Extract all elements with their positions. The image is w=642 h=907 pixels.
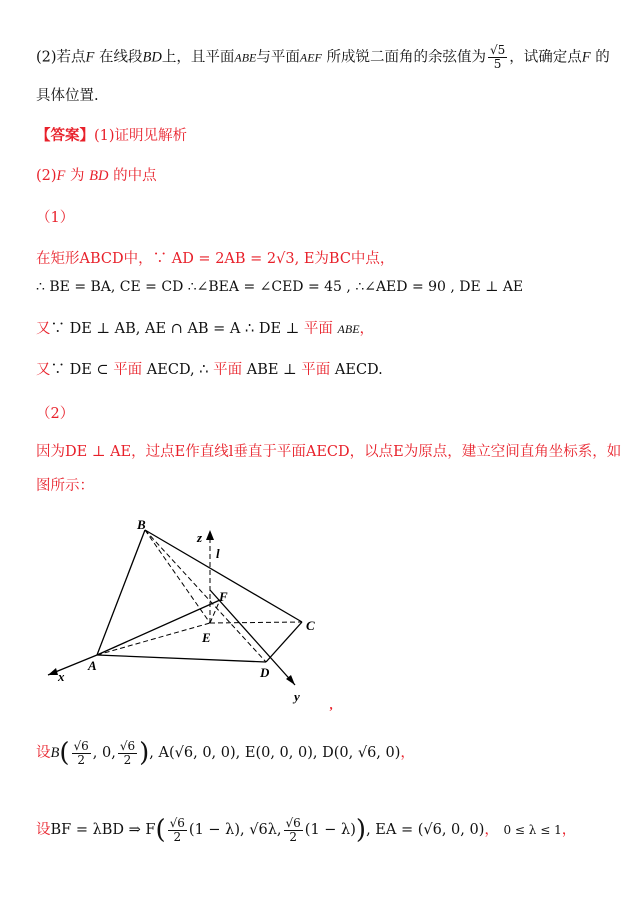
label-B: B — [137, 517, 146, 532]
question-2-line-1: (2)若点F 在线段BD上，且平面ABE与平面AEF 所成锐二面角的余弦值为 $\frac{√5}{5}$ ，试确定点F 的 — [36, 43, 610, 71]
answer-line: 【答案】(1)证明见解析 — [36, 127, 188, 144]
label-y: y — [294, 689, 300, 704]
figure-comma: , — [330, 697, 334, 712]
coordinate-figure — [40, 505, 360, 719]
proof-line-3: 又∵ DE ⊥ AB, AE ∩ AB = A ∴ DE ⊥ 平面 ABE， — [36, 321, 375, 337]
label-D: D — [260, 665, 270, 680]
cosine-fraction: $\frac{√5}{5}$ — [489, 43, 506, 71]
coordinates-line: 设B( $\frac{√6}{2}$ , 0, $\frac{√6}{2}$ ), A(√6, 0, 0), E(0, 0, 0), D(0, √6, 0)， — [36, 738, 415, 768]
label-A: A — [88, 658, 97, 673]
solution-para-line-1: 因为DE ⊥ AE，过点E作直线l垂直于平面AECD，以点E为原点，建立空间直角坐标系，如 — [36, 444, 622, 460]
section-1-label: （1） — [36, 210, 75, 226]
label-E: E — [202, 630, 211, 645]
edge-EC — [210, 622, 302, 623]
label-x: x — [58, 669, 65, 684]
answer-part-2: (2)F 为 BD 的中点 — [36, 168, 157, 184]
x-axis-arrow — [48, 668, 58, 675]
edge-BC — [145, 530, 302, 622]
geometry-diagram — [40, 505, 360, 715]
edge-AE — [97, 623, 210, 655]
label-F: F — [219, 589, 228, 604]
question-label: (2) — [36, 49, 57, 66]
section-2-label: （2） — [36, 406, 75, 422]
edge-AD — [97, 655, 266, 662]
question-2-line-2: 具体位置. — [36, 88, 99, 104]
vector-line: 设BF = λBD ⇒ F( $\frac{√6}{2}$ (1 − λ), √6λ, $\frac{√6}{2}$ (1 − λ)), EA = (√6, 0, 0)， 0 ≤ λ ≤ 1， — [36, 815, 577, 845]
solution-para-line-2: 图所示： — [36, 478, 94, 494]
y-axis-line — [210, 590, 295, 685]
label-z: z — [197, 530, 203, 545]
edge-DC — [266, 622, 302, 662]
label-l: l — [216, 546, 220, 561]
proof-line-1: 在矩形ABCD中，∵ AD = 2AB = 2√3, E为BC中点， — [36, 251, 395, 267]
proof-line-2: ∴ BE = BA, CE = CD ∴∠BEA = ∠CED = 45 , ∴∠AED = 90 , DE ⊥ AE — [36, 279, 524, 295]
answer-bracket: 【答案】 — [36, 127, 94, 144]
label-C: C — [306, 618, 315, 633]
proof-line-4: 又∵ DE ⊂ 平面 AECD, ∴ 平面 ABE ⊥ 平面 AECD. — [36, 362, 383, 378]
